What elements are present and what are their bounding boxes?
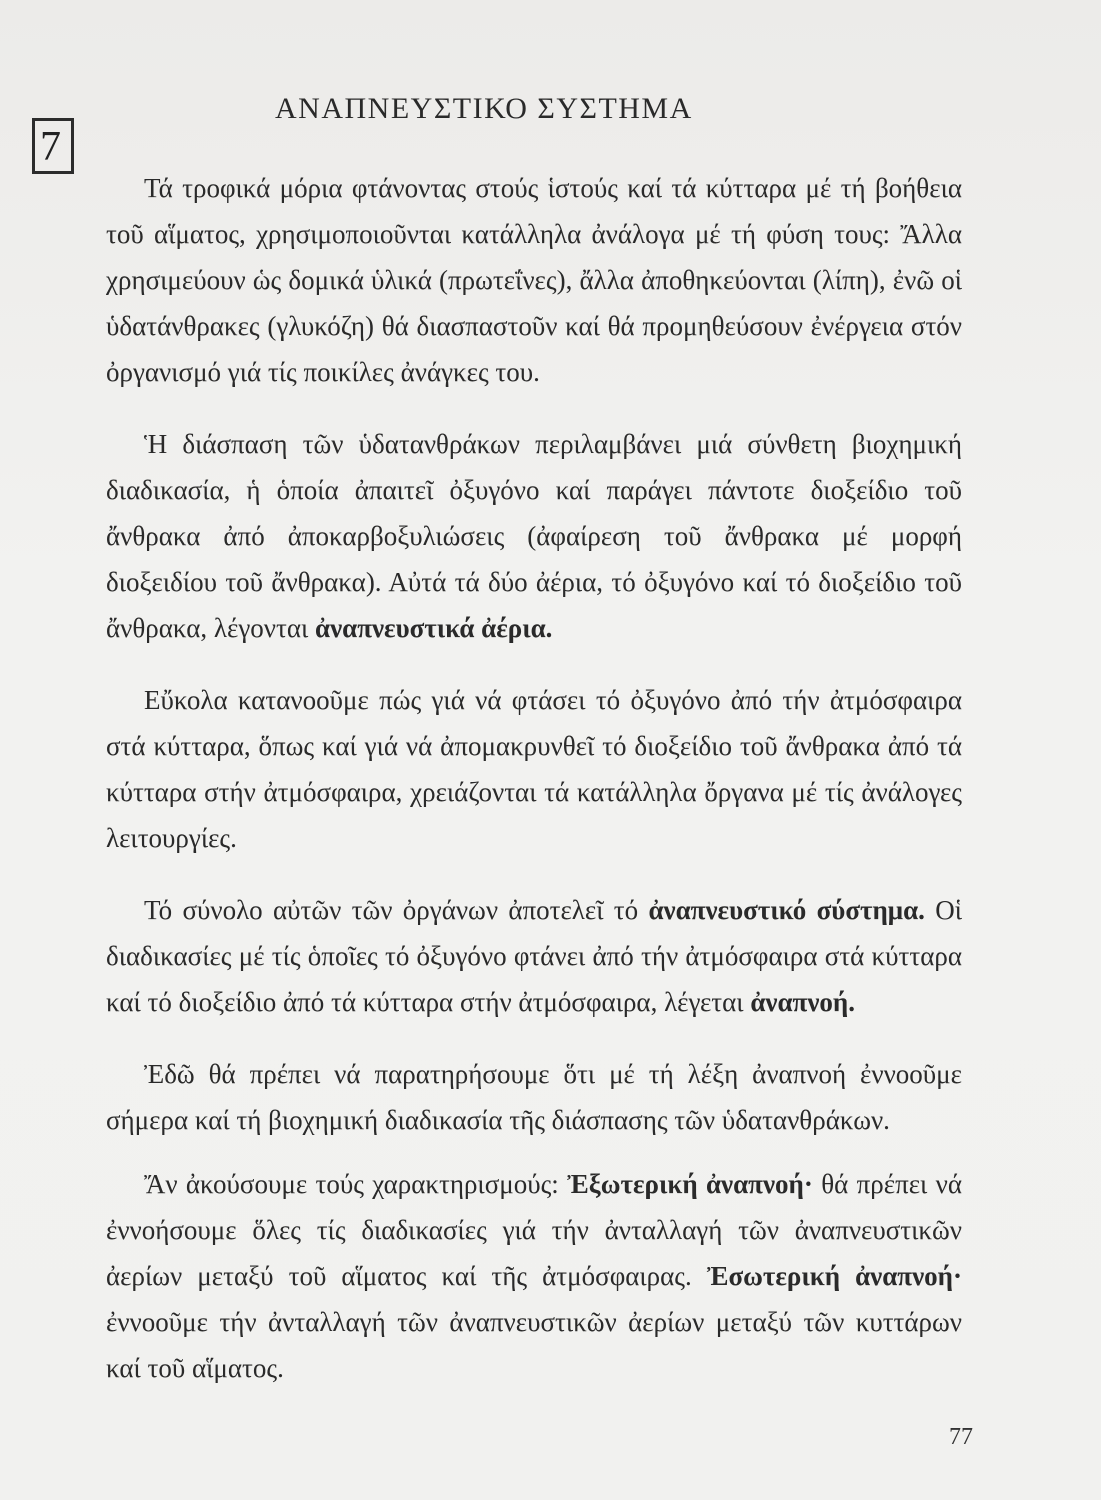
term-internal-respiration: Ἐσωτερική ἀναπνοή· bbox=[706, 1261, 963, 1291]
paragraph-1: Τά τροφικά μόρια φτάνοντας στούς ἱστούς καί τά κύτταρα μέ τή βοήθεια τοῦ αἵματος, χρησιμοποιοῦνται κατάλληλα ἀνάλογα μέ τή φύση τους: Ἄλλα χρησιμεύουν ὡς δομικά ὑλικά (πρωτεΐνες), ἄλλα ἀποθηκεύονται (λίπη), ἐνῶ οἱ ὑδατάνθρακες (γλυκόζη) θά διασπαστοῦν καί θά προμηθεύσουν ἐνέργεια στόν ὀργανισμό γιά τίς ποικίλες ἀνάγκες του. bbox=[106, 173, 962, 387]
paragraph-3: Εὔκολα κατανοοῦμε πώς γιά νά φτάσει τό ὀξυγόνο ἀπό τήν ἀτμόσφαιρα στά κύτταρα, ὅπως καί γιά νά ἀπομακρυνθεῖ τό διοξείδιο τοῦ ἄνθρακα ἀπό τά κύτταρα στήν ἀτμόσφαιρα, χρειάζονται τά κατάλληλα ὄργανα μέ τίς ἀνάλογες λειτουργίες. bbox=[106, 685, 962, 853]
page-number: 77 bbox=[949, 1424, 973, 1450]
term-respiratory-gases: ἀναπνευστικά ἀέρια. bbox=[315, 613, 553, 643]
paragraph-6-text-a: Ἄν ἀκούσουμε τούς χαρακτηρισμούς: bbox=[144, 1169, 568, 1199]
chapter-number-box bbox=[32, 118, 78, 178]
paragraph-4 bbox=[106, 887, 962, 1025]
term-respiration: ἀναπνοή. bbox=[750, 987, 855, 1017]
chapter-number: 7 bbox=[40, 124, 61, 170]
term-respiratory-system: ἀναπνευστικό σύστημα. bbox=[648, 895, 925, 925]
paragraph-6-text-b: θά πρέπει νά ἐννοήσουμε ὅλες τίς διαδικασίες γιά τήν ἀνταλλαγή τῶν ἀναπνευστικῶν ἀερίων μεταξύ τοῦ αἵματος καί τῆς ἀτμόσφαιρας. bbox=[106, 1169, 962, 1291]
paragraph-6 bbox=[106, 1161, 962, 1391]
paragraph-2 bbox=[106, 421, 962, 651]
paragraph-2-text: Ἡ διάσπαση τῶν ὑδατανθράκων περιλαμβάνει μιά σύνθετη βιοχημική διαδικασία, ἡ ὁποία ἀπαιτεῖ ὀξυγόνο καί παράγει πάντοτε διοξείδιο τοῦ ἄνθρακα ἀπό ἀποκαρβοξυλιώσεις (ἀφαίρεση τοῦ ἄνθρακα μέ μορφή διοξειδίου τοῦ ἄνθρακα). Αὐτά τά δύο ἀέρια, τό ὀξυγόνο καί τό διοξείδιο τοῦ ἄνθρακα, λέγονται bbox=[106, 429, 962, 643]
paragraph-4-text-b: Οἱ διαδικασίες μέ τίς ὁποῖες τό ὀξυγόνο φτάνει ἀπό τήν ἀτμόσφαιρα στά κύτταρα καί τό διοξείδιο ἀπό τά κύτταρα στήν ἀτμόσφαιρα, λέγεται bbox=[106, 895, 962, 1017]
term-external-respiration: Ἐξωτερική ἀναπνοή· bbox=[567, 1169, 813, 1199]
paragraph-6-text-c: ἐννοοῦμε τήν ἀνταλλαγή τῶν ἀναπνευστικῶν ἀερίων μεταξύ τῶν κυττάρων καί τοῦ αἵματος. bbox=[106, 1307, 962, 1383]
paragraph-5: Ἐδῶ θά πρέπει νά παρατηρήσουμε ὅτι μέ τή λέξη ἀναπνοή ἐννοοῦμε σήμερα καί τή βιοχημική διαδικασία τῆς διάσπασης τῶν ὑδατανθράκων. bbox=[106, 1059, 962, 1135]
body-text bbox=[106, 165, 962, 1417]
paragraph-4-text-a: Τό σύνολο αὐτῶν τῶν ὀργάνων ἀποτελεῖ τό bbox=[144, 895, 649, 925]
chapter-title: ΑΝΑΠΝΕΥΣΤΙΚΟ ΣΥΣΤΗΜΑ bbox=[275, 92, 693, 125]
